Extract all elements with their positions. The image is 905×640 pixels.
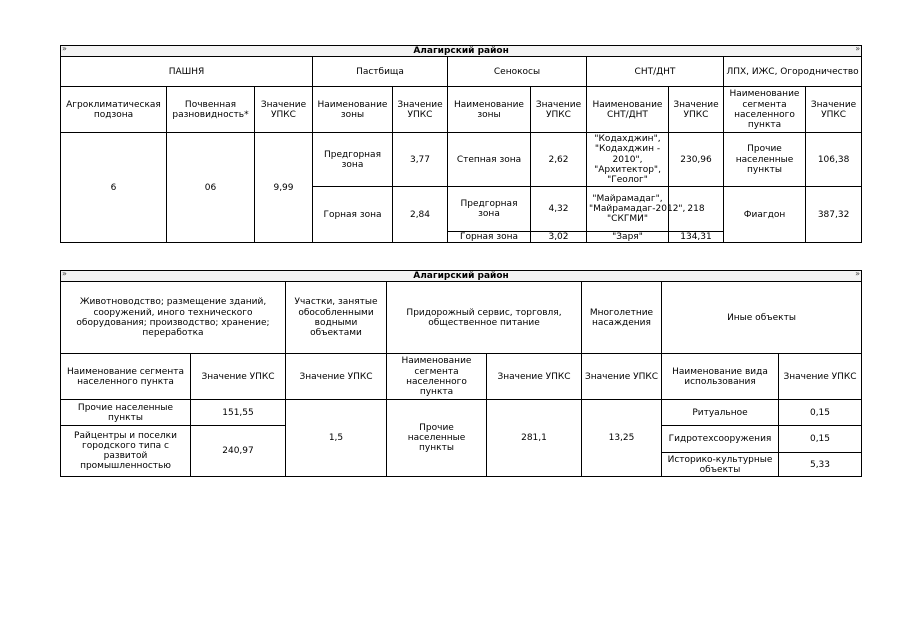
hay-upks: 4,32	[531, 187, 587, 232]
column-header: Значение УПКС	[255, 87, 313, 133]
lph-segment: Фиагдон	[724, 187, 806, 243]
group-header-snt: СНТ/ДНТ	[587, 57, 724, 87]
pasture-upks: 3,77	[393, 133, 448, 187]
hay-zone: Степная зона	[448, 133, 531, 187]
livestock-segment: Райцентры и поселки городского типа с развитой промышленностью	[61, 426, 191, 477]
group-header-perennial: Многолетние насаждения	[582, 282, 662, 354]
snt-upks: 134,31	[669, 232, 724, 243]
column-header: Значение УПКС	[191, 354, 286, 400]
roadside-upks: 281,1	[487, 400, 582, 477]
lph-upks: 387,32	[806, 187, 862, 243]
column-header: Агроклиматическая подзона	[61, 87, 167, 133]
livestock-upks: 240,97	[191, 426, 286, 477]
column-header: Наименование зоны	[313, 87, 393, 133]
row-marker-icon: »	[62, 44, 67, 53]
table-title-text: Алагирский район	[413, 46, 509, 56]
column-header: Наименование зоны	[448, 87, 531, 133]
other-use-type: Гидротехсооружения	[662, 426, 779, 453]
roadside-segment: Прочие населенные пункты	[387, 400, 487, 477]
water-upks: 1,5	[286, 400, 387, 477]
arable-upks-value: 9,99	[255, 133, 313, 243]
column-header: Значение УПКС	[286, 354, 387, 400]
other-use-type: Историко-культурные объекты	[662, 453, 779, 477]
group-header-roadside: Придорожный сервис, торговля, общественное питание	[387, 282, 582, 354]
livestock-upks: 151,55	[191, 400, 286, 426]
pasture-zone: Горная зона	[313, 187, 393, 243]
group-header-pasture: Пастбища	[313, 57, 448, 87]
group-header-lph: ЛПХ, ИЖС, Огородничество	[724, 57, 862, 87]
row-marker-icon: »	[855, 44, 861, 53]
column-header: Значение УПКС	[806, 87, 862, 133]
other-upks: 0,15	[779, 400, 862, 426]
table-title	[61, 46, 862, 57]
table-title-text: Алагирский район	[413, 271, 509, 281]
row-marker-icon: »	[855, 269, 860, 278]
hay-zone: Горная зона	[448, 232, 531, 243]
column-header: Значение УПКС	[487, 354, 582, 400]
other-upks: 5,33	[779, 453, 862, 477]
column-header: Значение УПКС	[669, 87, 724, 133]
snt-upks: 218	[669, 187, 724, 232]
column-header: Наименование сегмента населенного пункта	[387, 354, 487, 400]
land-use-table-2	[60, 270, 862, 477]
hay-upks: 3,02	[531, 232, 587, 243]
livestock-segment: Прочие населенные пункты	[61, 400, 191, 426]
agro-subzone-value: 6	[61, 133, 167, 243]
group-header-hay: Сенокосы	[448, 57, 587, 87]
column-header: Наименование вида использования	[662, 354, 779, 400]
pasture-upks: 2,84	[393, 187, 448, 243]
row-marker-icon: »	[62, 269, 67, 278]
hay-zone: Предгорная зона	[448, 187, 531, 232]
other-upks: 0,15	[779, 426, 862, 453]
group-header-water: Участки, занятые обособленными водными объектами	[286, 282, 387, 354]
land-use-table-1	[60, 45, 862, 243]
pasture-zone: Предгорная зона	[313, 133, 393, 187]
soil-variety-value: 06	[167, 133, 255, 243]
column-header: Значение УПКС	[393, 87, 448, 133]
group-header-other: Иные объекты	[662, 282, 862, 354]
column-header: Значение УПКС	[582, 354, 662, 400]
snt-name: "Кодахджин", "Кодахджин - 2010", "Архитектор", "Геолог"	[587, 133, 669, 187]
column-header: Наименование СНТ/ДНТ	[587, 87, 669, 133]
lph-segment: Прочие населенные пункты	[724, 133, 806, 187]
snt-upks: 230,96	[669, 133, 724, 187]
column-header: Наименование сегмента населенного пункта	[61, 354, 191, 400]
lph-upks: 106,38	[806, 133, 862, 187]
group-header-livestock: Животноводство; размещение зданий, сооружений, иного технического оборудования; производство; хранение; переработка	[61, 282, 286, 354]
perennial-upks: 13,25	[582, 400, 662, 477]
snt-name: "Майрамадаг", "Майрамадаг-2012", "СКГМИ"	[587, 187, 669, 232]
snt-name: "Заря"	[587, 232, 669, 243]
group-header-arable: ПАШНЯ	[61, 57, 313, 87]
column-header: Наименование сегмента населенного пункта	[724, 87, 806, 133]
table-title	[61, 271, 862, 282]
column-header: Почвенная разновидность*	[167, 87, 255, 133]
column-header: Значение УПКС	[531, 87, 587, 133]
other-use-type: Ритуальное	[662, 400, 779, 426]
column-header: Значение УПКС	[779, 354, 862, 400]
hay-upks: 2,62	[531, 133, 587, 187]
